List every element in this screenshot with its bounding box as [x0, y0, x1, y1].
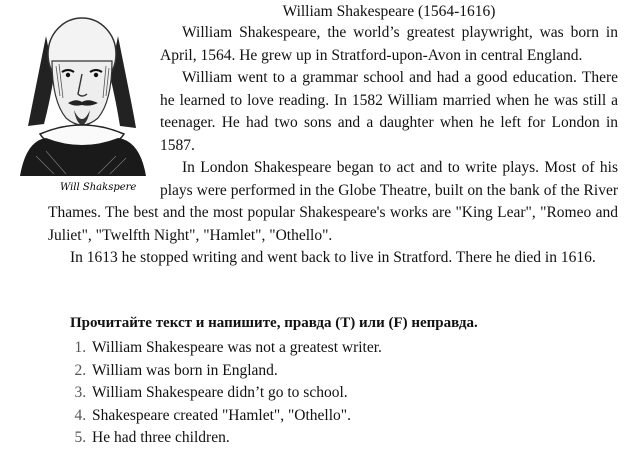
list-item: 1. William Shakespeare was not a greatest writer.	[90, 337, 629, 360]
portrait-signature: Will Shakspere	[60, 182, 137, 193]
paragraph-london: In London Shakespeare began to act and to write plays. Most of his plays were performed in the Globe Theatre, built on the bank of the River Thames. The best and the most popular Shakespeare's works are "King Lear", "Romeo and Juliet", "Twelfth Night", "Hamlet", "Othello".	[48, 159, 618, 244]
list-item: 4. Shakespeare created "Hamlet", "Othello".	[90, 405, 629, 428]
task-instruction: Прочитайте текст и напишите, правда (T) или (F) неправда.	[70, 315, 478, 331]
paragraph-birth: William Shakespeare, the world’s greatest playwright, was born in April, 1564. He grew up in Stratford-upon-Avon in central England.	[160, 24, 618, 64]
list-item: 5. He had three children.	[90, 427, 629, 450]
paragraph-education: William went to a grammar school and had a good education. There he learned to love reading. In 1582 William married when he was still a teenager. He had two sons and a daughter when he left for London in 1587.	[160, 69, 618, 154]
article-body	[48, 22, 618, 270]
list-item: 2. William was born in England.	[90, 360, 629, 383]
questions-list	[48, 337, 629, 450]
paragraph-death: In 1613 he stopped writing and went back to live in Stratford. There he died in 1616.	[70, 249, 596, 266]
list-item: 3. William Shakespeare didn’t go to school.	[90, 382, 629, 405]
page-title: William Shakespeare (1564-1616)	[282, 3, 496, 20]
portrait-spacer	[48, 22, 160, 182]
